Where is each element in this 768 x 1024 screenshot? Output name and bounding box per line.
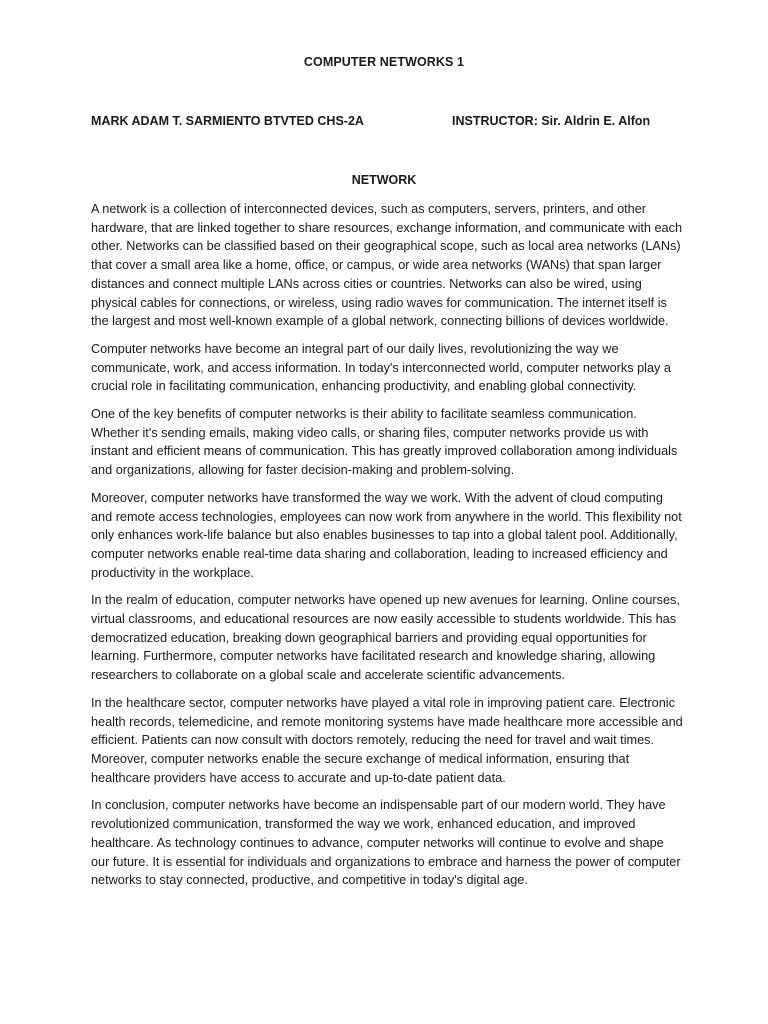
paragraph: In conclusion, computer networks have become an indispensable part of our modern world. They have revolutionized communication, transformed the way we work, enhanced education, and improved healthcare. As technology continues to advance, computer networks will continue to evolve and shape our future. It is essential for individuals and organizations to embrace and harness the power of computer networks to stay connected, productive, and competitive in today's digital age. xyxy=(91,798,681,888)
paragraph: A network is a collection of interconnected devices, such as computers, servers, printers, and other hardware, that are linked together to share resources, exchange information, and communicate with each other. Networks can be classified based on their geographical scope, such as local area networks (LANs) that cover a small area like a home, office, or campus, or wide area networks (WANs) that span larger distances and connect multiple LANs across cities or countries. Networks can also be wired, using physical cables for connections, or wireless, using radio waves for communication. The internet itself is the largest and most well-known example of a global network, connecting billions of devices worldwide. xyxy=(91,202,683,329)
course-title: COMPUTER NETWORKS 1 xyxy=(303,55,465,69)
section-title: NETWORK xyxy=(351,173,417,187)
instructor-name: INSTRUCTOR: Sir. Aldrin E. Alfon xyxy=(452,114,651,128)
paragraph: In the healthcare sector, computer networks have played a vital role in improving patient care. Electronic health records, telemedicine, and remote monitoring systems have made healthcare more accessible and efficient. Patients can now consult with doctors remotely, reducing the need for travel and wait times. Moreover, computer networks enable the secure exchange of medical information, ensuring that healthcare providers have access to accurate and up-to-date patient data. xyxy=(91,695,683,785)
paragraph: One of the key benefits of computer networks is their ability to facilitate seamless communication. Whether it's sending emails, making video calls, or sharing files, computer networks provide us with instant and efficient means of communication. This has greatly improved collaboration among individuals and organizations, allowing for faster decision-making and problem-solving. xyxy=(91,407,678,478)
student-name: MARK ADAM T. SARMIENTO BTVTED CHS-2A xyxy=(91,114,364,128)
paragraph: Computer networks have become an integral part of our daily lives, revolutionizing the way we communicate, work, and access information. In today's interconnected world, computer networks play a crucial role in facilitating communication, enhancing productivity, and enabling global connectivity. xyxy=(91,341,671,394)
paragraph: In the realm of education, computer networks have opened up new avenues for learning. Online courses, virtual classrooms, and educational resources are now easily accessible to students worldwide. This has democratized education, breaking down geographical barriers and providing equal opportunities for learning. Furthermore, computer networks have facilitated research and knowledge sharing, allowing researchers to collaborate on a global scale and accelerate scientific advancements. xyxy=(91,593,680,683)
paragraph: Moreover, computer networks have transformed the way we work. With the advent of cloud computing and remote access technologies, employees can now work from anywhere in the world. This flexibility not only enhances work-life balance but also enables businesses to tap into a global talent pool. Additionally, computer networks enable real-time data sharing and collaboration, leading to increased efficiency and productivity in the workplace. xyxy=(91,490,682,580)
document-body xyxy=(91,200,683,899)
